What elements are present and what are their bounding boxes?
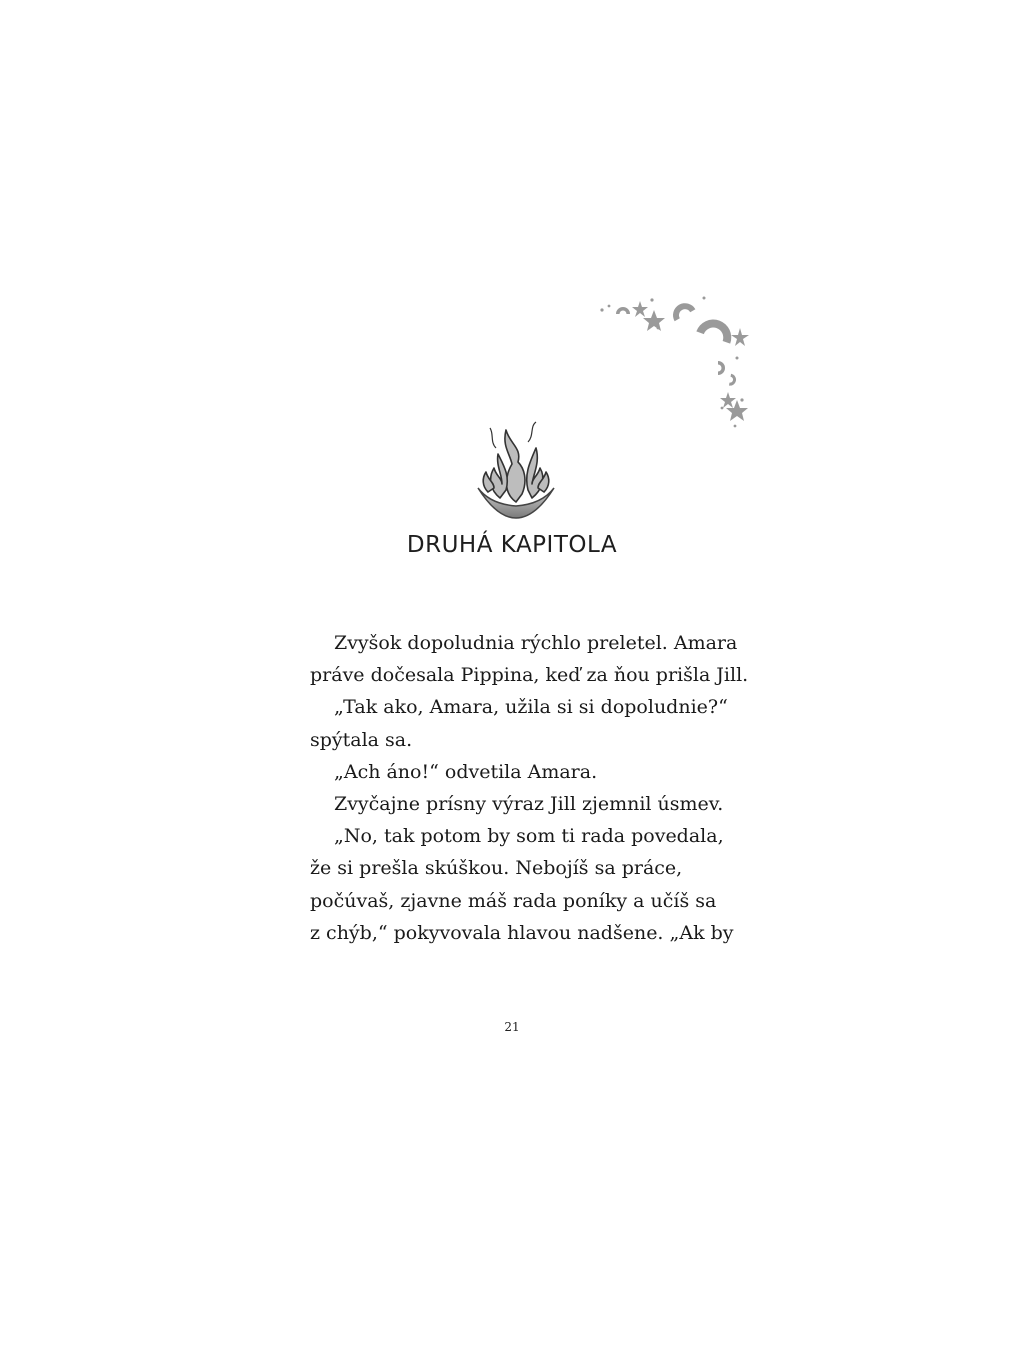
text-line: Zvyšok dopoludnia rýchlo preletel. Amara bbox=[334, 632, 738, 654]
text-line: práve dočesala Pippina, keď za ňou prišla Jill. bbox=[310, 664, 749, 687]
body-text bbox=[310, 627, 749, 949]
page-number: 21 bbox=[504, 1020, 520, 1034]
text-line: „No, tak potom by som ti rada povedala, bbox=[334, 825, 724, 848]
text-line: počúvaš, zjavne máš rada poníky a učíš sa bbox=[310, 889, 717, 912]
chapter-title: DRUHÁ KAPITOLA bbox=[406, 532, 618, 558]
text-line: Zvyčajne prísny výraz Jill zjemnil úsmev. bbox=[334, 793, 724, 816]
text-line: z chýb,“ pokyvovala hlavou nadšene. „Ak by bbox=[310, 921, 734, 944]
horseshoe-stars-ornament bbox=[592, 288, 762, 438]
text-line: „Ach áno!“ odvetila Amara. bbox=[334, 760, 598, 783]
flame-emblem-icon bbox=[472, 418, 560, 530]
text-line: „Tak ako, Amara, užila si si dopoludnie?“ bbox=[334, 696, 728, 719]
text-line: spýtala sa. bbox=[310, 728, 413, 751]
text-line: že si prešla skúškou. Nebojíš sa práce, bbox=[310, 857, 683, 880]
